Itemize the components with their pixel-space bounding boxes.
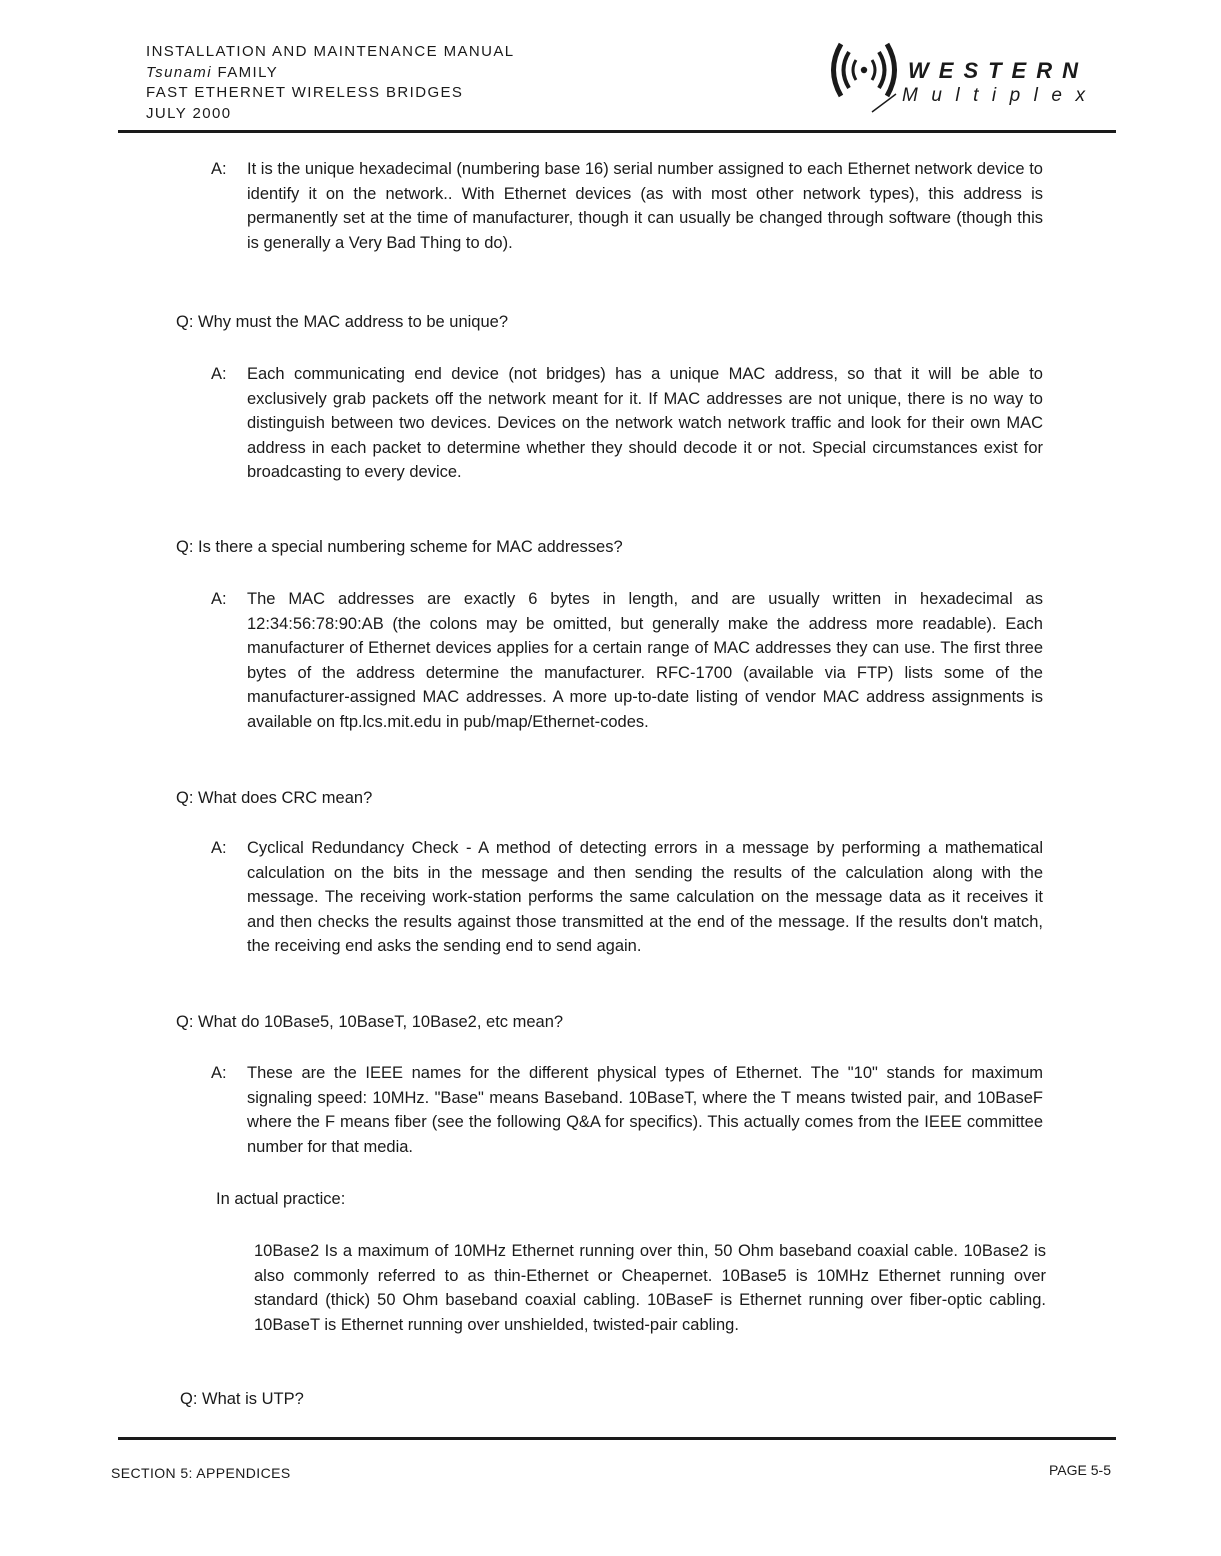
practice-text: 10Base2 Is a maximum of 10MHz Ethernet running over thin, 50 Ohm baseband coaxial cable. 10Base2 is also commonly referred to as thin-Ethernet or Cheapernet. 10Base5 is 10MHz Ethernet running over standard (thick) 50 Ohm baseband coaxial cabling. 10BaseF is Ethernet running over fiber-optic cabling. 10BaseT is Ethernet running over unshielded, twisted-pair cabling. xyxy=(254,1242,1046,1334)
logo-word-western: WESTERN xyxy=(908,58,1088,83)
question-crc: Q: What does CRC mean? xyxy=(176,789,373,807)
question-mac-unique: Q: Why must the MAC address to be unique? xyxy=(176,313,508,331)
answer-text: Cyclical Redundancy Check - A method of detecting errors in a message by performing a mathematical calculation on the bits in the message and then sending the results of the calculation along with the message. The receiving work-station performs the same calculation on the message data as it receives it and then checks the results against those transmitted at the end of the message. If the results don't match, the receiving end asks the sending end to send again. xyxy=(247,839,1043,955)
answer-text: Each communicating end device (not bridges) has a unique MAC address, so that it will be able to exclusively grab packets off the network meant for it. If MAC addresses are not unique, there is no way to distinguish between two devices. Devices on the network watch network traffic and look for their own MAC address in each packet to determine whether they should decode it or not. Special circumstances exist for broadcasting to every device. xyxy=(247,365,1043,481)
answer-label: A: xyxy=(211,839,227,857)
answer-ethernet-types xyxy=(211,1061,1043,1159)
question-numbering-scheme: Q: Is there a special numbering scheme for MAC addresses? xyxy=(176,538,623,556)
question-utp: Q: What is UTP? xyxy=(180,1390,304,1408)
document-date: JULY 2000 xyxy=(146,104,232,122)
page-number: PAGE 5-5 xyxy=(1049,1462,1111,1478)
answer-label: A: xyxy=(211,590,227,608)
answer-label: A: xyxy=(211,1064,227,1082)
header-divider xyxy=(118,130,1116,133)
logo-word-multiplex: Multiplex xyxy=(902,85,1099,106)
product-family-suffix: FAMILY xyxy=(211,63,279,81)
question-ethernet-types: Q: What do 10Base5, 10BaseT, 10Base2, etc mean? xyxy=(176,1013,564,1031)
page-header xyxy=(146,42,1106,132)
answer-numbering-scheme xyxy=(211,587,1043,734)
answer-crc xyxy=(211,836,1043,959)
practice-label: In actual practice: xyxy=(216,1190,346,1208)
product-line: FAST ETHERNET WIRELESS BRIDGES xyxy=(146,84,464,101)
answer-text: The MAC addresses are exactly 6 bytes in length, and are usually written in hexadecimal as 12:34:56:78:90:AB (the colons may be omitted, but generally make the address more readable). Each manufacturer of Ethernet devices applies for a certain range of MAC addresses they can use. The first three bytes of the address determine the manufacturer. RFC-1700 (available via FTP) lists some of the manufacturer-assigned MAC addresses. A more up-to-date listing of vendor MAC address assignments is available on ftp.lcs.mit.edu in pub/map/Ethernet-codes. xyxy=(247,590,1043,731)
footer-divider xyxy=(118,1437,1116,1440)
answer-mac-unique xyxy=(211,362,1043,485)
answer-label: A: xyxy=(211,160,227,178)
product-name: Tsunami xyxy=(146,63,212,81)
answer-mac-definition xyxy=(211,157,1043,255)
company-logo xyxy=(826,36,1106,116)
answer-text: It is the unique hexadecimal (numbering base 16) serial number assigned to each Ethernet network device to identify it on the network.. With Ethernet devices (as with most other network types), this address is permanently set at the time of manufacturer, though it can usually be changed through software (though this is generally a Very Bad Thing to do). xyxy=(247,160,1043,252)
manual-title: INSTALLATION AND MAINTENANCE MANUAL xyxy=(146,43,515,60)
answer-label: A: xyxy=(211,365,227,383)
footer-section: SECTION 5: APPENDICES xyxy=(111,1465,291,1481)
wireless-wave-icon xyxy=(826,36,906,116)
answer-text: These are the IEEE names for the different physical types of Ethernet. The "10" stands for maximum signaling speed: 10MHz. "Base" means Baseband. 10BaseT, where the T means twisted pair, and 10BaseF where the F means fiber (see the following Q&A for specifics). This actually comes from the IEEE committee number for that media. xyxy=(247,1064,1043,1156)
